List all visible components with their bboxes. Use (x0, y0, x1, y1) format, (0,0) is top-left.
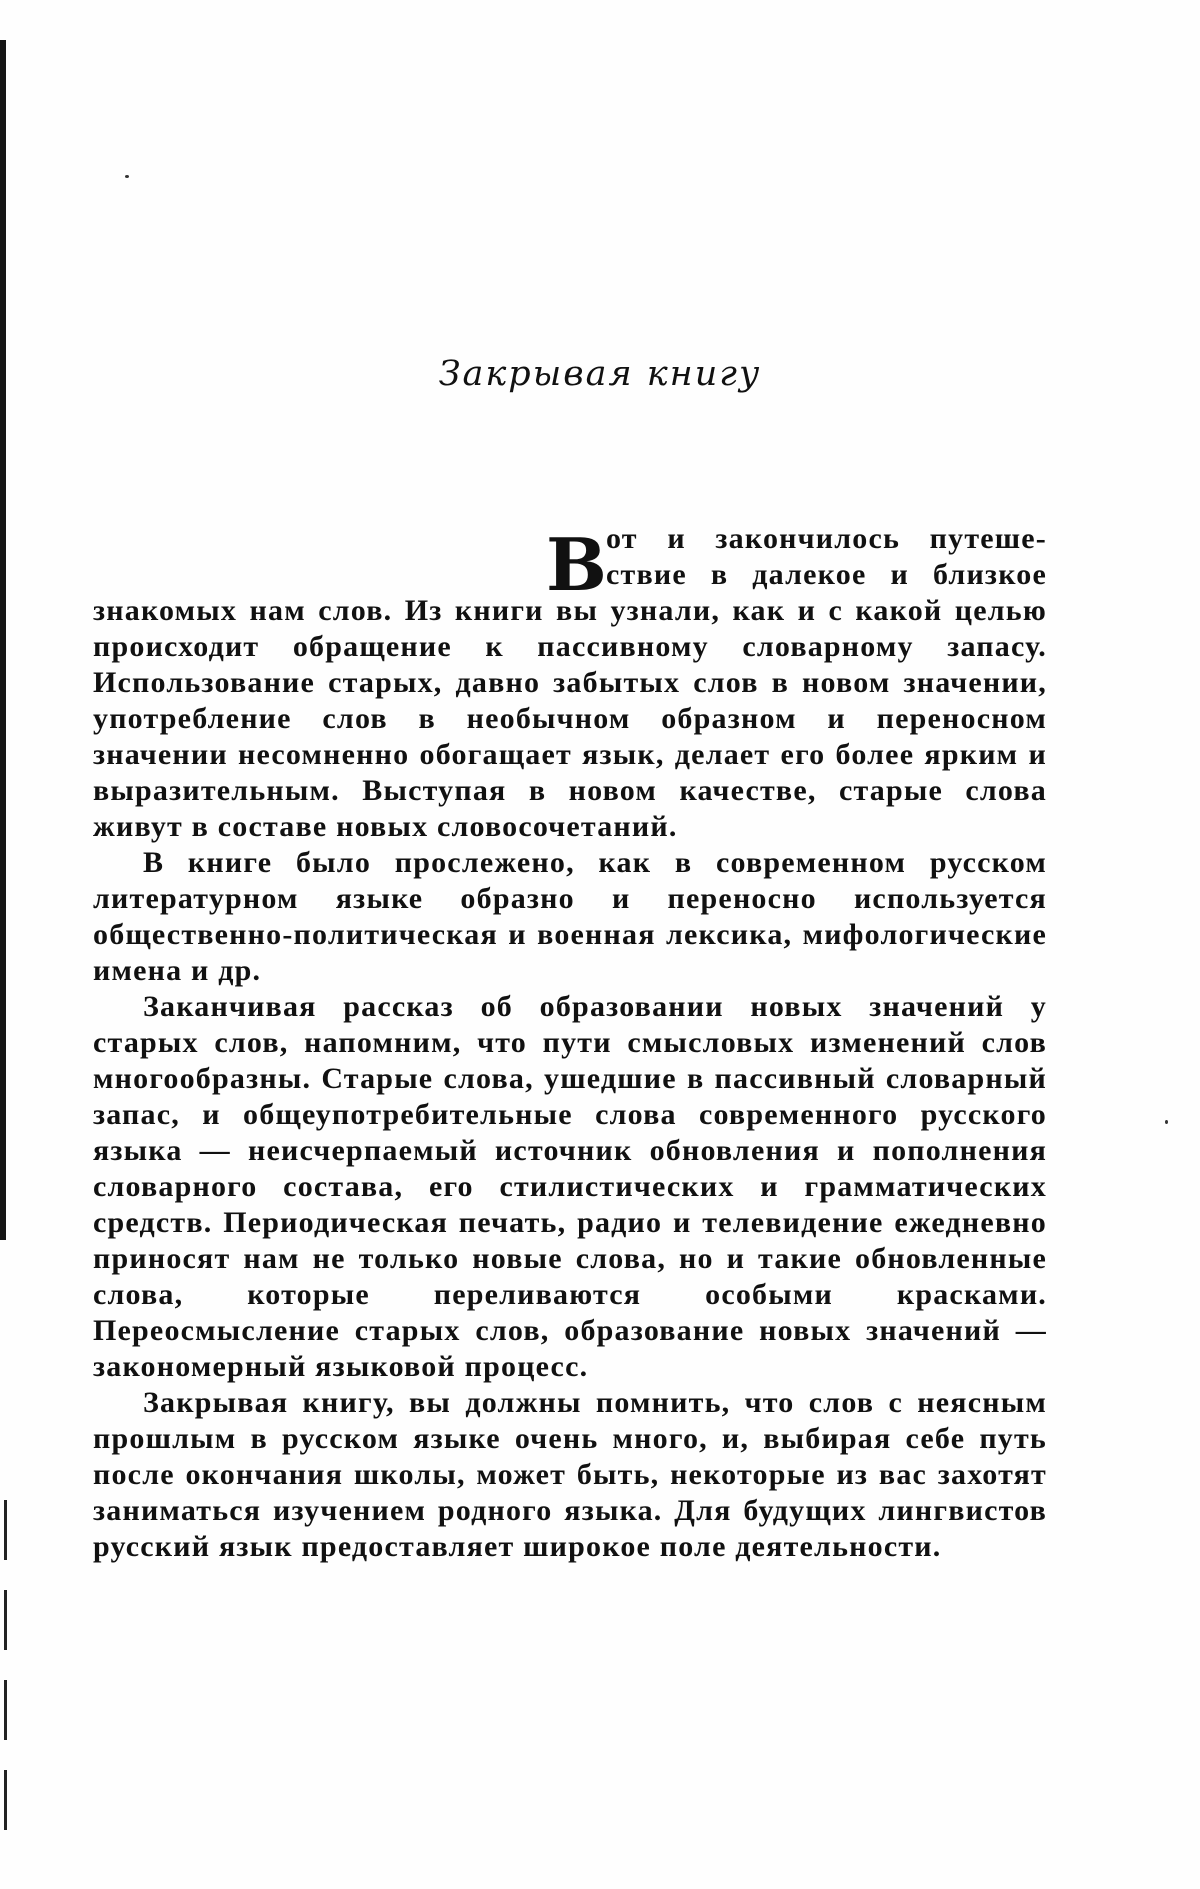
scan-speck (125, 175, 129, 178)
paragraph: В книге было прослежено, как в современном русском литературном языке образно и переносно используется общественно-политическая и военная лексика, мифологические имена и др. (93, 846, 1047, 987)
intro-paragraph (93, 521, 1047, 845)
paragraph: Заканчивая рассказ об образовании новых значений у старых слов, напомним, что пути смысловых изменений слов многообразны. Старые слова, ушедшие в пассивный словарный запас, и общеупотребительные слова современного русского языка — неисчерпаемый источник обновления и пополнения словарного состава, его стилистических и грамматических средств. Периодическая печать, радио и телевидение ежедневно приносят нам не только новые слова, но и такие обновленные слова, которые переливаются особыми красками. Переосмысление старых слов, образование новых значений — закономерный языковой процесс. (93, 990, 1047, 1383)
intro-line-1: от и закончилось путеше- (606, 522, 1047, 555)
intro-text: знакомых нам слов. Из книги вы узнали, как и с какой целью происходит обращение к пассивному словарному запасу. Использование старых, давно забытых слов в новом значении, употребление слов в необычном образном и переносном значении несомненно обогащает язык, делает его более ярким и выразительным. Выступая в новом качестве, старые слова живут в составе новых словосочетаний. (93, 594, 1047, 843)
intro-line-2: ствие в далекое и близкое (606, 558, 1047, 591)
body-text (93, 521, 1047, 1565)
page-binding-edge (0, 40, 6, 1240)
scan-speck (1165, 1120, 1168, 1124)
paragraph: Закрывая книгу, вы должны помнить, что слов с неясным прошлым в русском языке очень много, и, выбирая себе путь после окончания школы, может быть, некоторые из вас захотят заниматься изучением родного языка. Для будущих лингвистов русский язык предоставляет широкое поле деятельности. (93, 1386, 1047, 1563)
page-binding-edge-lower (4, 1500, 7, 1860)
intro-first-lines (93, 521, 1047, 607)
chapter-title: Закрывая книгу (438, 354, 762, 394)
drop-cap: В (546, 522, 609, 607)
